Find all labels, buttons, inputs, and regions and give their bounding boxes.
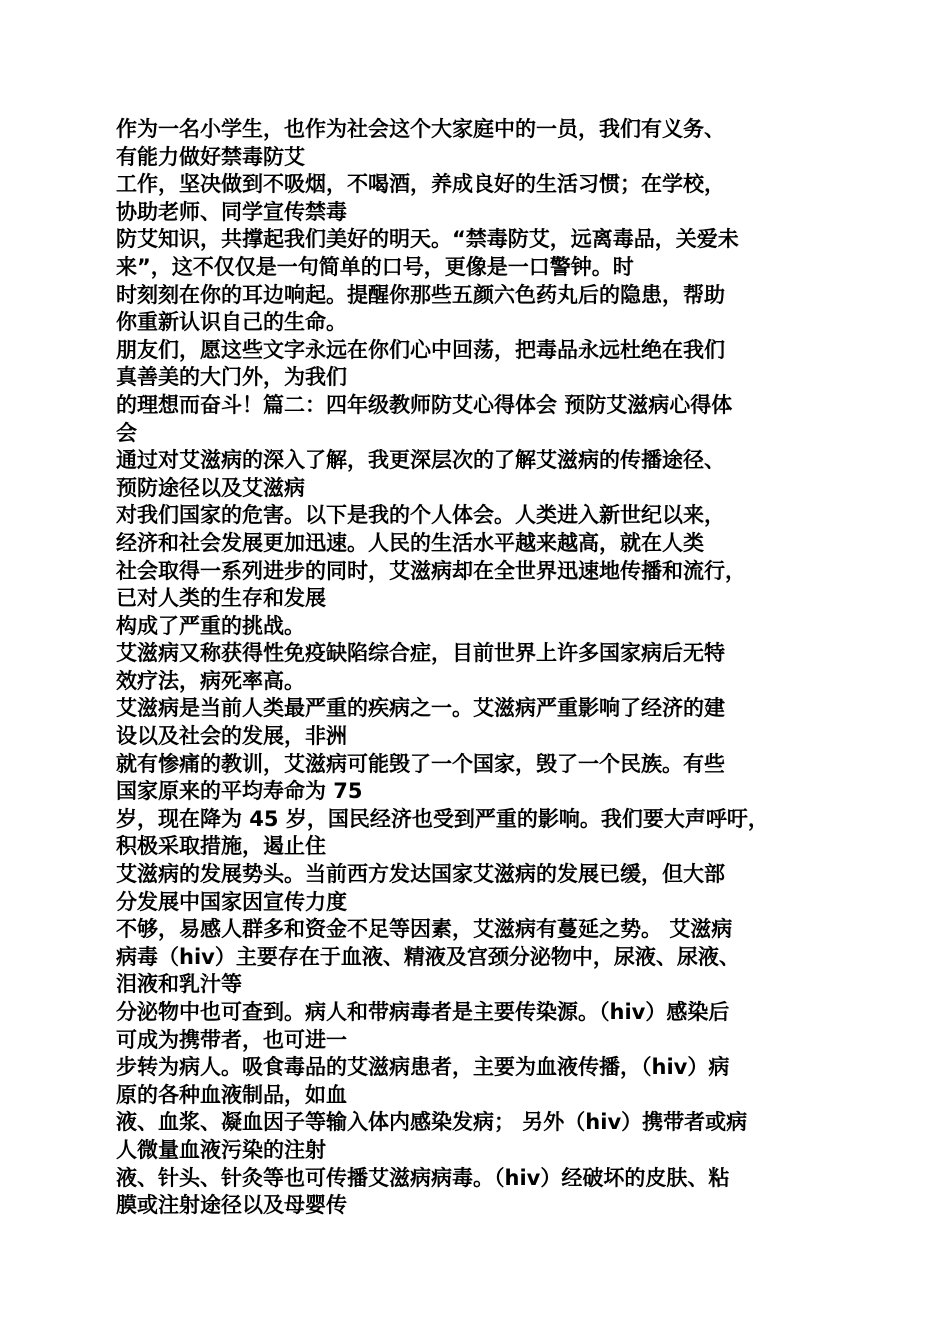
text-line: 的理想而奋斗！篇二：四年级教师防艾心得体会 预防艾滋病心得体 <box>116 392 733 417</box>
text-line: 病毒（hiv）主要存在于血液、精液及宫颈分泌物中，尿液、尿液、 <box>116 944 740 969</box>
text-line: 你重新认识自己的生命。 <box>116 310 347 335</box>
text-line: 会 <box>116 420 137 445</box>
text-line: 艾滋病是当前人类最严重的疾病之一。艾滋病严重影响了经济的建 <box>116 696 725 721</box>
text-line: 社会取得一系列进步的同时，艾滋病却在全世界迅速地传播和流行， <box>116 558 746 583</box>
text-line: 液、血浆、凝血因子等输入体内感染发病； 另外（hiv）携带者或病 <box>116 1110 748 1135</box>
text-line: 就有惨痛的教训，艾滋病可能毁了一个国家，毁了一个民族。有些 <box>116 751 725 776</box>
text-line: 效疗法，病死率高。 <box>116 668 305 693</box>
text-line: 人微量血液污染的注射 <box>116 1137 326 1162</box>
text-line: 设以及社会的发展，非洲 <box>116 724 347 749</box>
text-line: 液、针头、针灸等也可传播艾滋病病毒。（hiv）经破坏的皮肤、粘 <box>116 1165 730 1190</box>
text-line: 国家原来的平均寿命为 75 <box>116 779 363 804</box>
text-line: 真善美的大门外，为我们 <box>116 365 347 390</box>
text-line: 不够，易感人群多和资金不足等因素，艾滋病有蔓延之势。 艾滋病 <box>116 917 733 942</box>
text-line: 作为一名小学生，也作为社会这个大家庭中的一员，我们有义务、 <box>116 117 725 141</box>
text-line: 经济和社会发展更加迅速。人民的生活水平越来越高，就在人类 <box>116 530 704 555</box>
text-line: 对我们国家的危害。以下是我的个人体会。人类进入新世纪以来， <box>116 503 725 528</box>
text-line: 积极采取措施，遏止住 <box>116 834 326 859</box>
text-line: 膜或注射途径以及母婴传 <box>116 1193 347 1218</box>
text-line: 艾滋病又称获得性免疫缺陷综合症，目前世界上许多国家病后无特 <box>116 641 725 666</box>
text-line: 协助老师、同学宣传禁毒 <box>116 199 347 224</box>
text-line: 分泌物中也可查到。病人和带病毒者是主要传染源。（hiv）感染后 <box>116 1000 730 1024</box>
text-line: 有能力做好禁毒防艾 <box>116 144 305 169</box>
text-line: 构成了严重的挑战。 <box>116 613 305 638</box>
text-line: 分发展中国家因宣传力度 <box>116 889 347 914</box>
text-line: 可成为携带者，也可进一 <box>116 1027 347 1052</box>
text-line: 通过对艾滋病的深入了解，我更深层次的了解艾滋病的传播途径、 <box>116 448 725 473</box>
text-line: 原的各种血液制品，如血 <box>116 1082 347 1107</box>
text-line: 步转为病人。吸食毒品的艾滋病患者，主要为血液传播，（hiv）病 <box>116 1055 730 1080</box>
text-line: 预防途径以及艾滋病 <box>116 475 305 500</box>
text-line: 泪液和乳汁等 <box>116 972 242 997</box>
text-line: 工作，坚决做到不吸烟，不喝酒，养成良好的生活习惯；在学校， <box>116 172 725 197</box>
text-line: 艾滋病的发展势头。当前西方发达国家艾滋病的发展已缓，但大部 <box>116 862 725 887</box>
text-line: 朋友们，愿这些文字永远在你们心中回荡，把毒品永远杜绝在我们 <box>116 337 725 362</box>
body-text <box>116 116 846 1220</box>
text-line: 防艾知识，共撑起我们美好的明天。“禁毒防艾，远离毒品，关爱未 <box>116 227 739 252</box>
text-line: 来”，这不仅仅是一句简单的口号，更像是一口警钟。时 <box>116 254 634 279</box>
text-line: 时刻刻在你的耳边响起。提醒你那些五颜六色药丸后的隐患，帮助 <box>116 282 725 307</box>
text-line: 已对人类的生存和发展 <box>116 586 326 611</box>
text-line: 岁，现在降为 45 岁，国民经济也受到严重的影响。我们要大声呼吁， <box>116 806 769 831</box>
